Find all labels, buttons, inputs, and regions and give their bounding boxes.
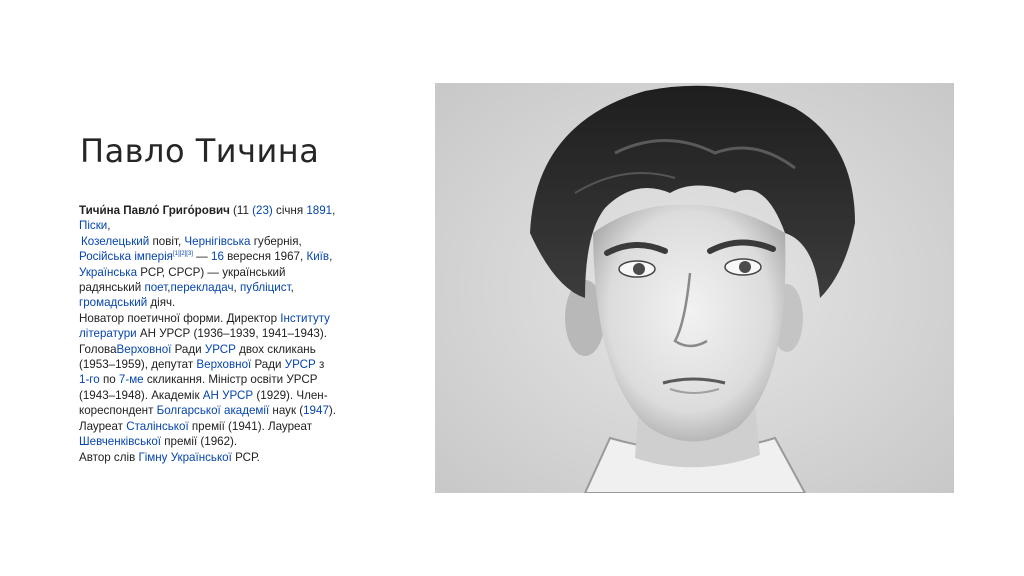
link[interactable]: Верховної	[116, 342, 172, 356]
person-name: Тичи́на Павло́ Григо́рович	[79, 204, 230, 217]
link[interactable]: 1-го	[79, 373, 100, 387]
link[interactable]: громадський	[79, 296, 148, 310]
citation-link[interactable]: [1][2][3]	[172, 251, 193, 258]
link[interactable]: Верховної	[196, 358, 252, 372]
text: ,	[329, 250, 333, 264]
text: вересня 1967,	[223, 250, 307, 264]
text: скликання. Міністр освіти УРСР	[143, 373, 318, 387]
text: премії (1941). Лауреат	[188, 419, 313, 433]
biography-text	[79, 203, 379, 465]
text: (1929). Член-	[253, 388, 328, 402]
bio-line	[79, 372, 379, 387]
text: ,	[167, 281, 171, 295]
bio-line	[79, 203, 379, 218]
portrait-photo	[435, 83, 954, 493]
text: ).	[328, 404, 336, 418]
text: радянський	[79, 281, 145, 295]
portrait-photo-drawing	[435, 83, 954, 493]
text: (1943–1948). Академік	[79, 388, 203, 402]
text: РСР.	[231, 450, 260, 464]
slide-title: Павло Тичина	[80, 132, 320, 170]
text: повіт,	[149, 234, 185, 248]
bio-line	[79, 419, 379, 434]
text: Голова	[79, 342, 117, 356]
bio-line	[79, 311, 379, 326]
text: губернія,	[250, 234, 302, 248]
text: з	[315, 358, 325, 372]
text: (11	[229, 204, 253, 217]
text: —	[192, 250, 211, 264]
bio-line	[79, 218, 379, 233]
text: двох скликань	[235, 342, 316, 356]
bio-line	[79, 249, 379, 264]
link[interactable]: Болгарської академії	[156, 404, 270, 418]
text: Новатор поетичної форми. Директор	[79, 311, 281, 325]
text: АН УРСР (1936–1939, 1941–1943).	[136, 327, 327, 341]
link[interactable]: УРСР	[204, 342, 236, 356]
link[interactable]: 1891	[306, 204, 333, 217]
link[interactable]: публіцист	[240, 281, 291, 295]
text: ,	[107, 219, 111, 233]
bio-line	[79, 342, 379, 357]
link[interactable]: Чернігівська	[184, 234, 251, 248]
text: ,	[332, 204, 336, 217]
link[interactable]: поет	[144, 281, 168, 295]
link[interactable]: (23)	[252, 204, 273, 217]
bio-line	[79, 388, 379, 403]
link[interactable]: Російська імперія	[79, 250, 173, 264]
text: (1953–1959), депутат	[79, 358, 197, 372]
bio-line	[79, 326, 379, 341]
bio-line	[79, 450, 379, 465]
link[interactable]: Інституту	[280, 311, 330, 325]
text: Ради	[251, 358, 285, 372]
text: січня	[272, 204, 307, 217]
bio-line	[79, 357, 379, 372]
link[interactable]: УРСР	[284, 358, 316, 372]
link[interactable]: 7-ме	[118, 373, 144, 387]
link[interactable]: Гімну Української	[138, 450, 232, 464]
text: Автор слів	[79, 450, 139, 464]
text: Лауреат	[79, 419, 127, 433]
link[interactable]: Київ	[306, 250, 330, 264]
link[interactable]: АН УРСР	[202, 388, 254, 402]
link[interactable]: Піски	[79, 219, 108, 233]
text: наук (	[269, 404, 304, 418]
bio-line	[79, 295, 379, 310]
text: РСР, СРСР) — український	[137, 265, 286, 279]
bio-line	[79, 434, 379, 449]
link[interactable]: Сталінської	[126, 419, 189, 433]
text: по	[99, 373, 119, 387]
link[interactable]: літератури	[79, 327, 137, 341]
bio-line	[79, 280, 379, 295]
text: ,	[290, 281, 294, 295]
text: Ради	[171, 342, 205, 356]
bio-line	[79, 234, 379, 249]
text: кореспондент	[79, 404, 157, 418]
bio-line	[79, 265, 379, 280]
text: премії (1962).	[161, 435, 238, 449]
bio-line	[79, 403, 379, 418]
link[interactable]: 1947	[303, 404, 329, 418]
link[interactable]: перекладач	[170, 281, 234, 295]
link[interactable]: Козелецький	[81, 234, 150, 248]
link[interactable]: Шевченківської	[79, 435, 161, 449]
link[interactable]: 16	[211, 250, 224, 264]
text: діяч.	[147, 296, 176, 310]
link[interactable]: Українська	[79, 265, 138, 279]
text: ,	[233, 281, 240, 295]
